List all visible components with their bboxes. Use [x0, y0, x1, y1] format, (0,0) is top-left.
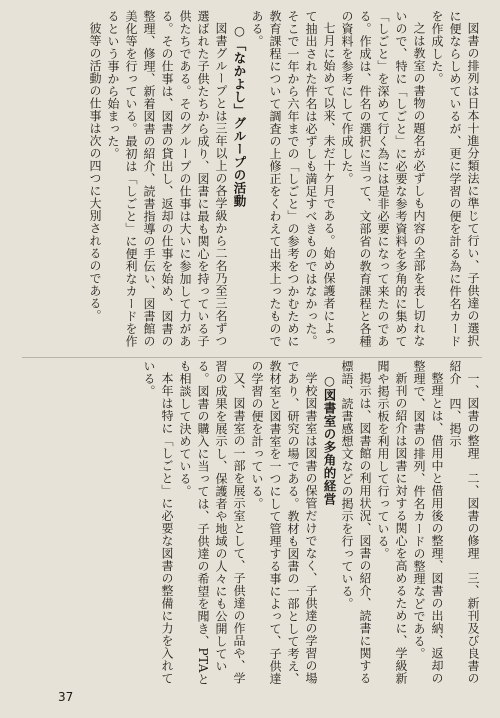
upper-paragraph-4: 図書グループとは三年以上の各学級から二名乃至三名ずつ選ばれた子供たちから成り、図書に最も関心を持っている子供たちである。そのグループの仕事は大いに参加して力がある。その仕事は、図書の貸出し、返却の仕事を始め、図書の整理、修理、新着図書の紹介、読書指導の手伝い、図書館の美化等を行っている。最初は「しごと」に便利なカードを作るという事から始まった。 — [106, 10, 228, 348]
lower-paragraph-4: 掲示は、図書館の利用状況、図書の紹介、読書に関する標語、読書感想文などの掲示を行っている。 — [340, 360, 372, 685]
lower-paragraph-7: 本年は特に「しごと」に必要な図書の整備に力を入れている。 — [142, 360, 174, 685]
lower-paragraph-5: 学校図書室は図書の保管だけでなく、子供達の学習の場であり、研究の場である。教材も図書の一部として考え、教材室と図書室を一つにして管理する事によって、子供達の学習の便を計っている。 — [250, 360, 318, 685]
lower-paragraph-6: 又、図書室の一部を展示室として、子供達の作品や、学習の成果を展示し、保護者や地域の人々にも公開している。図書の購入に当っては、子供達の希望を聞き、PTAとも相談して決めている。 — [178, 360, 246, 686]
upper-text-block — [22, 10, 482, 355]
lower-paragraph-3: 新刊の紹介は図書に対する関心を高めるために、学級新聞や掲示板を利用して行っている。 — [376, 360, 408, 685]
upper-paragraph-1: 図書の排列は日本十進分類法に準じて行い、子供達の選択に便ならしめているが、更に学習の便を計る為に件名カードを作成した。 — [430, 10, 480, 348]
upper-paragraph-3: 七月に始めて以来、未だ十ケ月である。始め保護者によって抽出された件名は必ずしも満足すべきものではなかった。そこで一年から六年までの「しごと」の参考をつかむために教育課程について調査の上修正をくわえて出来上ったものである。 — [250, 10, 336, 348]
lower-paragraph-2: 整理とは、借用中と借用後の整理、図書の出納、返却の整理で、図書の排列、件名カードの整理などである。 — [412, 360, 444, 685]
upper-paragraph-2: 之は教室の書物の題名が必ずしも内容の全部を表し切れないので、特に「しごと」に必要な参考資料を多角的に集めて「しごと」を深めて行く為には是非必要になって来たのである。作成は、件名の選択に当って、文部省の教育課程と各種の資料を参考にして作成した。 — [340, 10, 426, 348]
section-heading-library: ○図書室の多角的経営 — [322, 372, 337, 505]
section-heading-nakayoshi: ○「なかよし」グループの活動 — [232, 22, 247, 207]
lower-paragraph-1: 一、図書の整理 二、図書の修理 三、新刊及び良書の紹介 四、掲示 — [448, 360, 480, 685]
page-number: 37 — [58, 690, 74, 704]
upper-paragraph-5: 彼等の活動の仕事は次の四つに大別されるのである。 — [88, 22, 102, 322]
column-divider — [22, 357, 482, 358]
lower-text-block — [22, 360, 482, 690]
